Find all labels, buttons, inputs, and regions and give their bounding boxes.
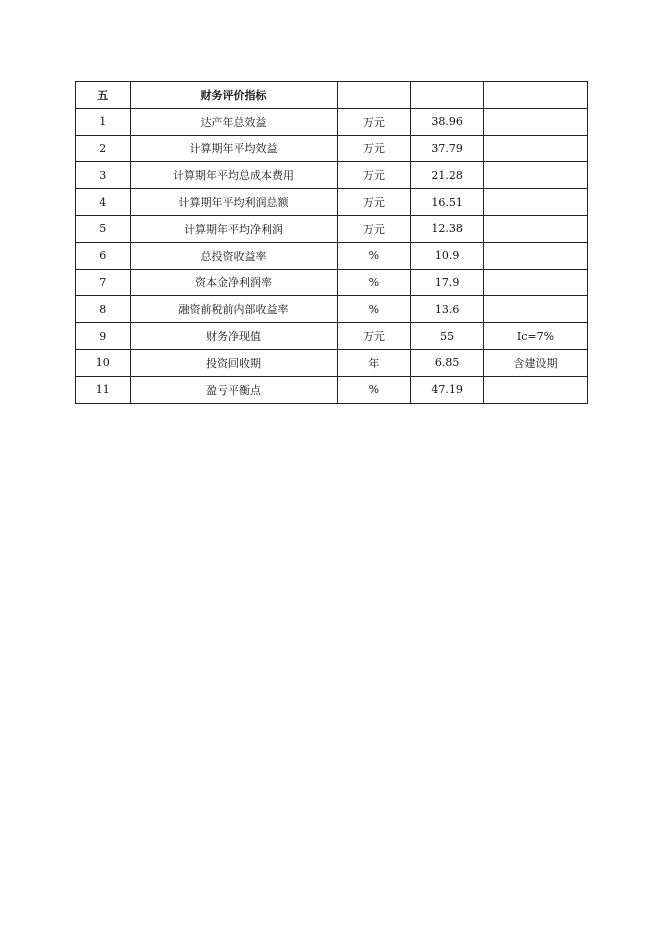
indicator-note xyxy=(483,162,587,189)
table-row xyxy=(76,349,588,376)
indicator-name: 投资回收期 xyxy=(130,349,337,376)
table-row xyxy=(76,135,588,162)
row-number: 4 xyxy=(76,189,131,216)
indicator-name: 计算期年平均净利润 xyxy=(130,215,337,242)
row-number: 7 xyxy=(76,269,131,296)
indicator-value: 13.6 xyxy=(411,296,484,323)
indicator-name: 融资前税前内部收益率 xyxy=(130,296,337,323)
indicator-value: 47.19 xyxy=(411,376,484,403)
row-number: 8 xyxy=(76,296,131,323)
indicator-note xyxy=(483,108,587,135)
indicator-name: 计算期年平均利润总额 xyxy=(130,189,337,216)
row-number: 2 xyxy=(76,135,131,162)
table-row xyxy=(76,323,588,350)
table-row xyxy=(76,376,588,403)
table-row xyxy=(76,215,588,242)
indicator-unit: 万元 xyxy=(337,135,411,162)
indicator-unit: % xyxy=(337,269,411,296)
section-header-row xyxy=(76,82,588,109)
indicator-unit: % xyxy=(337,376,411,403)
indicator-name: 资本金净利润率 xyxy=(130,269,337,296)
indicator-note xyxy=(483,242,587,269)
table-row xyxy=(76,269,588,296)
indicator-value: 21.28 xyxy=(411,162,484,189)
row-number: 10 xyxy=(76,349,131,376)
row-number: 9 xyxy=(76,323,131,350)
indicator-value: 16.51 xyxy=(411,189,484,216)
indicator-value: 38.96 xyxy=(411,108,484,135)
indicator-note: 含建设期 xyxy=(483,349,587,376)
section-number: 五 xyxy=(76,82,131,109)
indicator-name: 盈亏平衡点 xyxy=(130,376,337,403)
table-row xyxy=(76,162,588,189)
indicator-name: 计算期年平均总成本费用 xyxy=(130,162,337,189)
table-row xyxy=(76,189,588,216)
indicator-value: 37.79 xyxy=(411,135,484,162)
row-number: 3 xyxy=(76,162,131,189)
indicator-value: 17.9 xyxy=(411,269,484,296)
indicator-note xyxy=(483,296,587,323)
indicator-unit: 年 xyxy=(337,349,411,376)
indicator-value: 6.85 xyxy=(411,349,484,376)
indicator-note xyxy=(483,269,587,296)
row-number: 1 xyxy=(76,108,131,135)
table-row xyxy=(76,296,588,323)
indicator-note xyxy=(483,215,587,242)
indicator-unit: % xyxy=(337,242,411,269)
row-number: 6 xyxy=(76,242,131,269)
indicator-unit: % xyxy=(337,296,411,323)
indicator-unit: 万元 xyxy=(337,189,411,216)
header-unit-cell xyxy=(337,82,411,109)
indicator-note: Ic=7% xyxy=(483,323,587,350)
row-number: 11 xyxy=(76,376,131,403)
indicator-value: 10.9 xyxy=(411,242,484,269)
table-row xyxy=(76,108,588,135)
row-number: 5 xyxy=(76,215,131,242)
indicator-note xyxy=(483,189,587,216)
indicator-note xyxy=(483,376,587,403)
indicator-unit: 万元 xyxy=(337,323,411,350)
indicator-value: 12.38 xyxy=(411,215,484,242)
indicator-name: 达产年总效益 xyxy=(130,108,337,135)
indicator-name: 计算期年平均效益 xyxy=(130,135,337,162)
section-title: 财务评价指标 xyxy=(130,82,337,109)
header-value-cell xyxy=(411,82,484,109)
indicator-value: 55 xyxy=(411,323,484,350)
indicator-note xyxy=(483,135,587,162)
indicator-unit: 万元 xyxy=(337,108,411,135)
indicator-name: 财务净现值 xyxy=(130,323,337,350)
table-row xyxy=(76,242,588,269)
header-note-cell xyxy=(483,82,587,109)
financial-indicators-table xyxy=(75,81,588,404)
indicator-unit: 万元 xyxy=(337,162,411,189)
indicator-unit: 万元 xyxy=(337,215,411,242)
indicator-name: 总投资收益率 xyxy=(130,242,337,269)
